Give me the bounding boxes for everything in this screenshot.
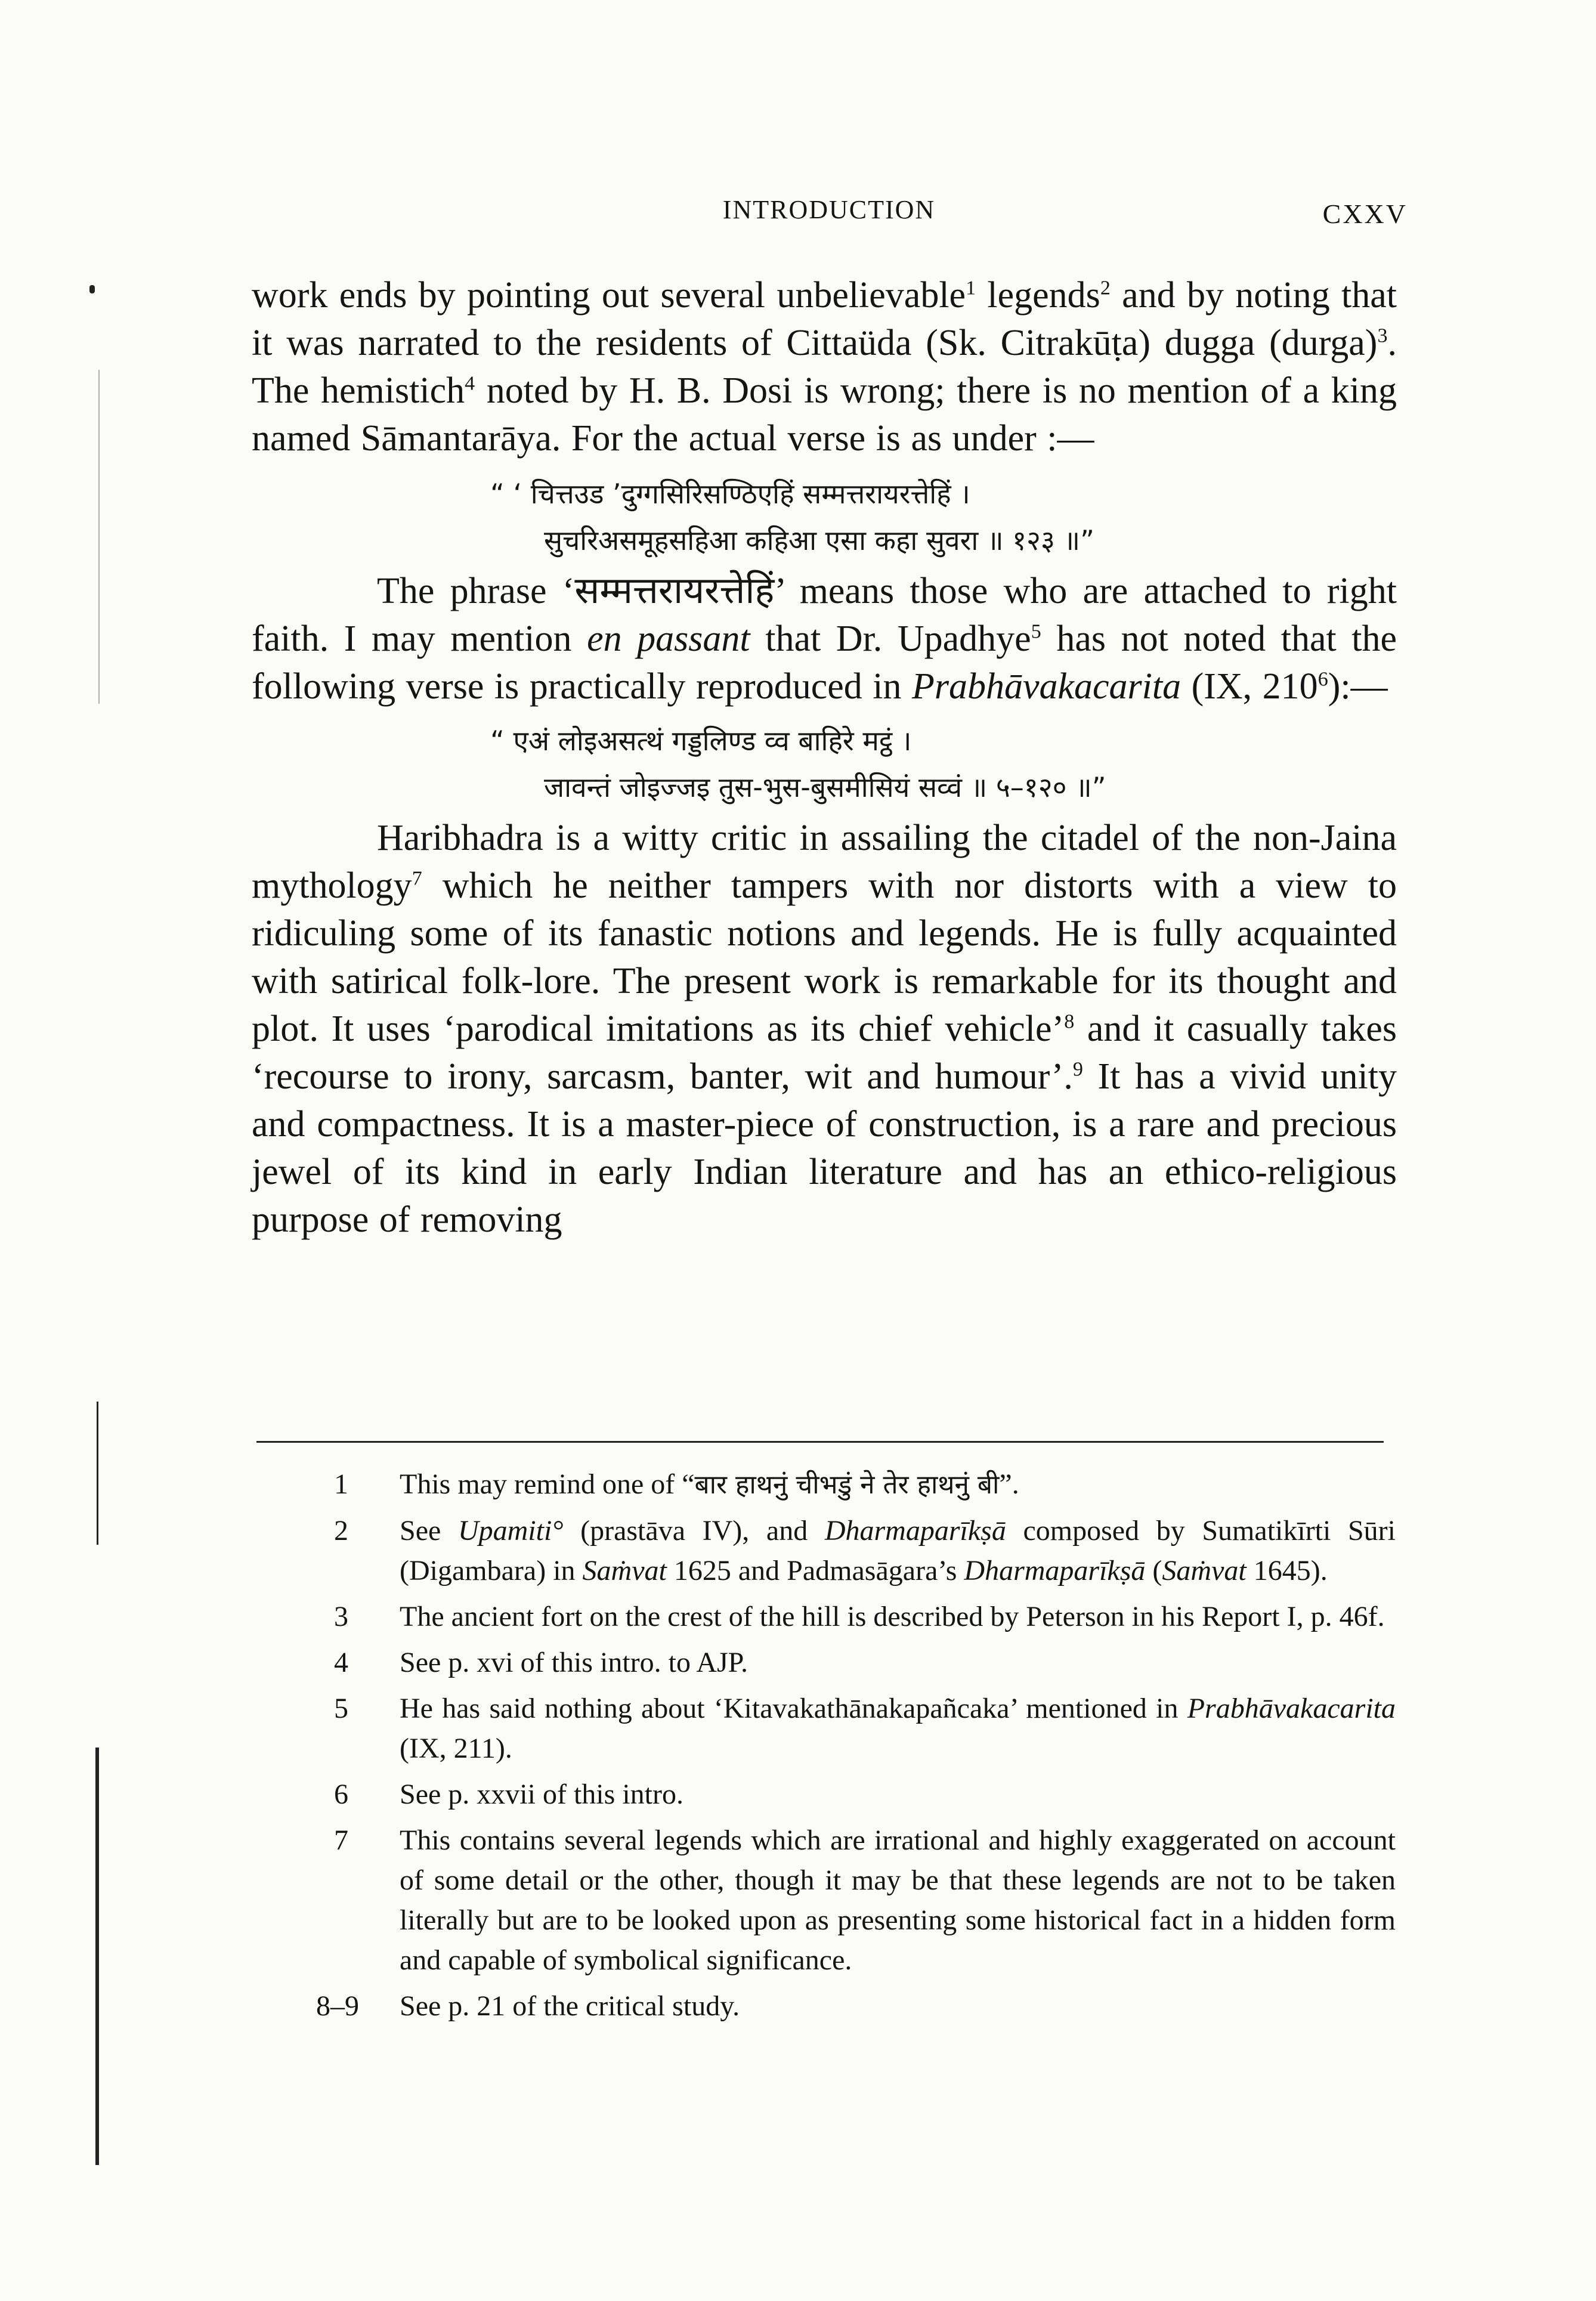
footnote-number: 3 xyxy=(334,1601,348,1632)
scan-mark xyxy=(89,285,95,293)
running-title: INTRODUCTION xyxy=(722,195,936,224)
paragraph-1: work ends by pointing out several unbelievable$^1$ legends$^2$ and by noting that it was narrated to the residents of Cittaüda (Sk. Citrakūṭa) dugga (durga)$^3$. The hemistich$^4$ noted by H. B. Dosi is wrong; there is no mention of a king named Sāmantarāya. For the actual verse is as under :— xyxy=(252,275,1397,459)
footnote-ref: 8 xyxy=(1064,1010,1075,1033)
footnote-ref: 3 xyxy=(1377,324,1388,347)
italic-term: Upamiti° xyxy=(457,1515,564,1547)
italic-term: Dharmaparīkṣā xyxy=(824,1515,1006,1547)
paragraph-3: Haribhadra is a witty critic in assailing the citadel of the non-Jaina mythology$^7$ which he neither tampers with nor distorts with a view to ridiculing some of its fanastic notions and legends. He is fully acquainted with satirical folk-lore. The present work is remarkable for its thought and plot. It uses ‘parodical imitations as its chief vehicle’$^8$ and it casually takes ‘recourse to irony, sarcasm, banter, wit and humour’.$^9$ It has a vivid unity and compactness. It is a master-piece of construction, is a rare and precious jewel of its kind in early Indian literature and has an ethico-religious purpose of removing xyxy=(252,818,1397,1240)
verse-2-line-1: “ एअं लोइअसत्थं गड्डलिण्ड व्व बाहिरे मट्ठं । xyxy=(490,725,912,757)
footnote-number: 6 xyxy=(334,1779,348,1810)
footnote-ref: 4 xyxy=(465,372,475,395)
footnote-ref: 5 xyxy=(1031,620,1041,643)
prakrit-verse-2 xyxy=(252,717,1397,811)
footnote: 5 He has said nothing about ‘Kitavakathānakapañcaka’ mentioned in Prabhāvakacarita (IX, 211). xyxy=(316,1688,1396,1768)
footnote-number: 1 xyxy=(334,1468,348,1500)
footnote: 6 See p. xxvii of this intro. xyxy=(316,1774,1396,1814)
footnote-number: 7 xyxy=(334,1824,348,1856)
footnote: 2 See Upamiti° (prastāva IV), and Dharmaparīkṣā composed by Sumatikīrti Sūri (Digambara) in Saṁvat 1625 and Padmasāgara’s Dharmaparīkṣā (Saṁvat 1645). xyxy=(316,1511,1396,1591)
footnote-number: 5 xyxy=(334,1693,348,1724)
devanagari-phrase: बार हाथनुं चीभडुं ने तेर हाथनुं बी xyxy=(694,1470,1000,1500)
footnote-number: 2 xyxy=(334,1515,348,1547)
scan-mark xyxy=(95,1748,99,2165)
footnote-ref: 6 xyxy=(1317,668,1328,691)
page-number: CXXV xyxy=(1322,199,1408,229)
italic-term: Prabhāvakacarita xyxy=(1187,1693,1396,1724)
running-header xyxy=(250,190,1408,237)
footnote-divider xyxy=(256,1441,1384,1443)
verse-1-line-2: सुचरिअसमूहसहिआ कहिआ एसा कहा सुवरा ॥ १२३ ॥” xyxy=(544,524,1094,556)
footnote-ref: 2 xyxy=(1100,277,1111,299)
italic-term: Prabhāvakacarita xyxy=(911,666,1181,707)
scan-mark xyxy=(98,370,100,704)
footnotes xyxy=(316,1464,1396,2032)
prakrit-verse-1 xyxy=(252,471,1397,564)
verse-2-line-2: जावन्तं जोइज्जइ तुस-भुस-बुसमीसियं सव्वं ॥ ५–१२० ॥” xyxy=(544,771,1106,803)
footnote-ref: 9 xyxy=(1072,1058,1083,1081)
italic-term: Dharmaparīkṣā xyxy=(964,1555,1146,1586)
footnote-number: 8–9 xyxy=(316,1990,359,2022)
footnote-number: 4 xyxy=(334,1647,348,1678)
footnote: 4 See p. xvi of this intro. to AJP. xyxy=(316,1643,1396,1683)
italic-term: Saṁvat xyxy=(1162,1555,1247,1586)
italic-term: Saṁvat xyxy=(582,1555,667,1586)
footnote: 3 The ancient fort on the crest of the hill is described by Peterson in his Report I, p. 46f. xyxy=(316,1597,1396,1637)
footnote: 7 This contains several legends which are irrational and highly exaggerated on account of some detail or the other, though it may be that these legends are not to be taken literally but are to be looked upon as presenting some historical fact in a hidden form and capable of symbolical significance. xyxy=(316,1820,1396,1980)
scan-mark xyxy=(97,1402,98,1545)
italic-term: en passant xyxy=(587,618,750,659)
main-text xyxy=(252,271,1397,1244)
footnote: 1 This may remind one of “बार हाथनुं चीभडुं ने तेर हाथनुं बी”. xyxy=(316,1464,1396,1505)
footnote-ref: 1 xyxy=(966,277,976,299)
footnote: 8–9 See p. 21 of the critical study. xyxy=(316,1986,1396,2026)
paragraph-2: The phrase ‘सम्मत्तरायरत्तेहिं’ means those who are attached to right faith. I may mention en passant that Dr. Upadhye$^5$ has not noted that the following verse is practically reproduced in Prabhāvakacarita (IX, $210^6):—$ xyxy=(252,571,1397,707)
verse-1-line-1: “ ‘ चित्तउड ’दुग्गसिरिसण्ठिएहिं सम्मत्तरायरत्तेहिं । xyxy=(490,478,970,510)
footnote-ref: 7 xyxy=(412,867,422,890)
